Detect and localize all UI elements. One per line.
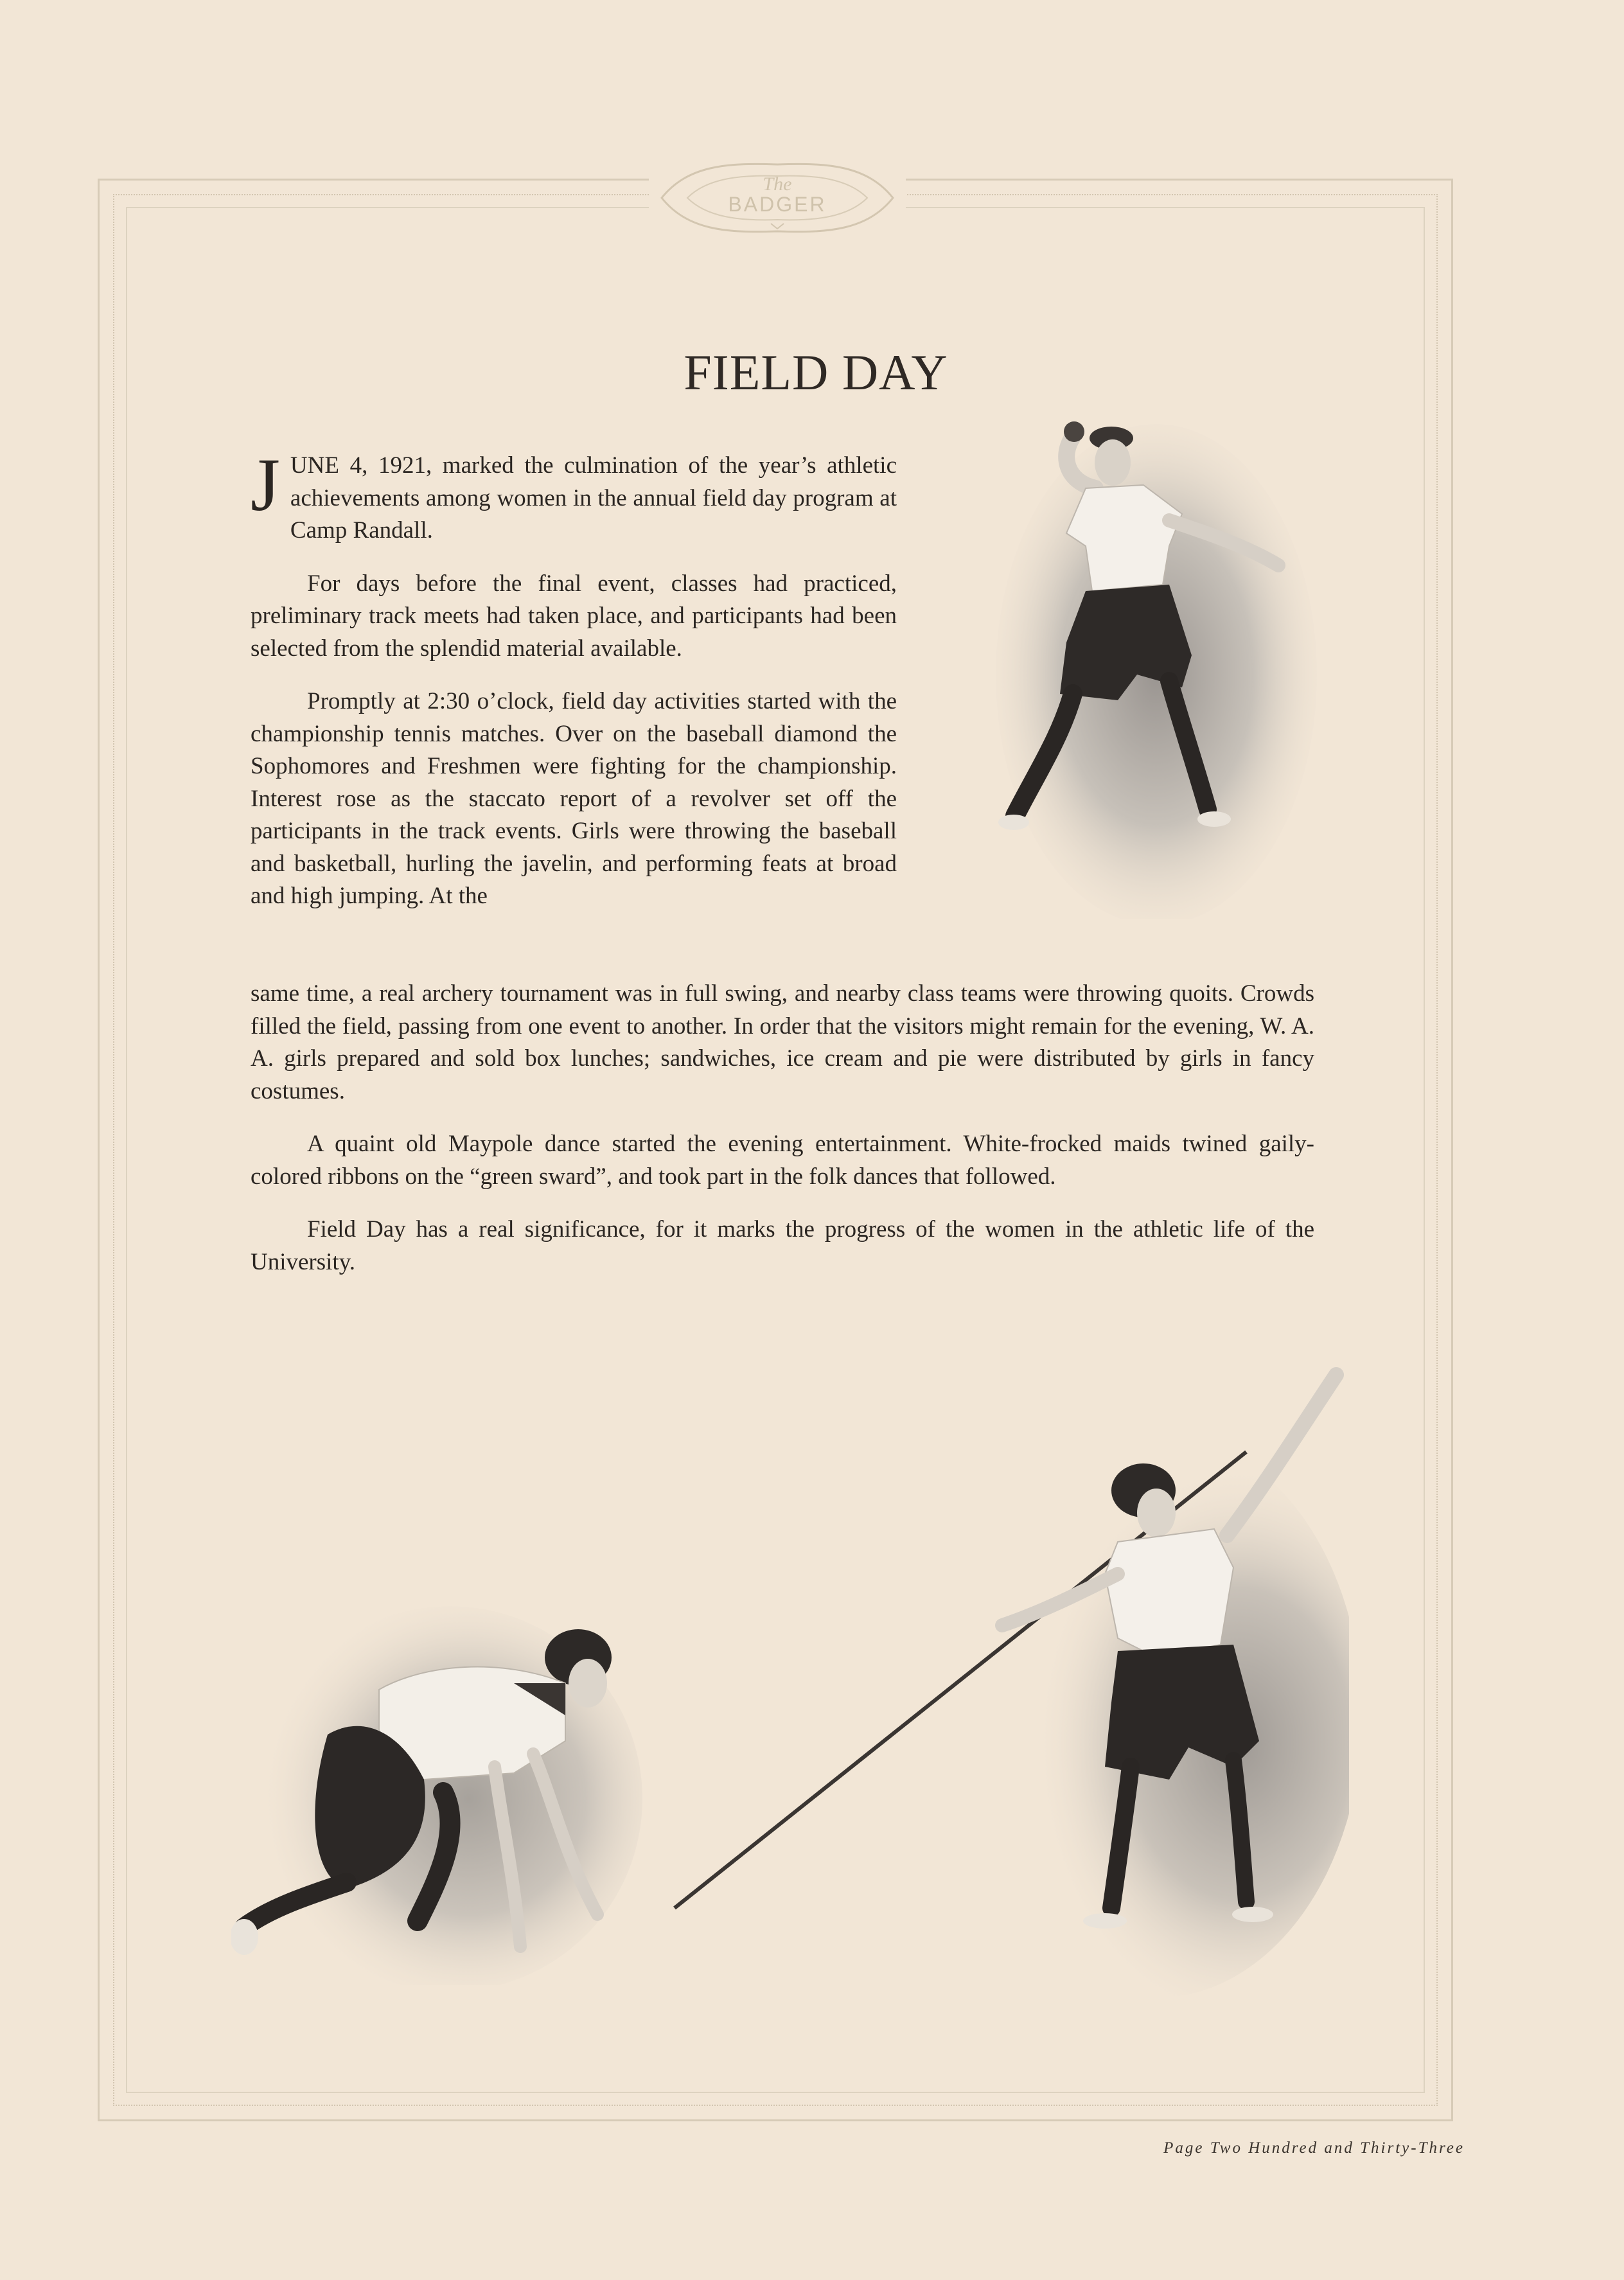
paragraph-5: Field Day has a real significance, for it marks the progress of the women in the athletic life of the University. xyxy=(251,1216,1314,1275)
badger-crest-logo xyxy=(649,159,906,236)
paragraph-1 xyxy=(251,443,897,547)
paragraph-3-continued: same time, a real archery tournament was in full swing, and nearby class teams were throwing quoits. Crowds filled the field, passing from one event to another. In order that the visitors might remain for the evening, W. A. A. girls prepared and sold box lunches; sandwiches, ice cream and pie were distributed by girls in fancy costumes. xyxy=(251,980,1314,1104)
photo-crouching-runner xyxy=(231,1587,642,1985)
photo-baseball-thrower xyxy=(989,418,1323,919)
article-column-narrow xyxy=(251,443,897,913)
page-title: FIELD DAY xyxy=(684,344,948,400)
page-number-footer: Page Two Hundred and Thirty-Three xyxy=(1163,2139,1465,2157)
photo-javelin-thrower xyxy=(668,1356,1349,1998)
paragraph-4: A quaint old Maypole dance started the evening entertainment. White-frocked maids twined gaily-colored ribbons on the “green sward”, and took part in the folk dances that followed. xyxy=(251,1131,1314,1190)
article-column-wide xyxy=(251,978,1314,1299)
paragraph-2: For days before the final event, classes had practiced, preliminary track meets had taken place, and participants had been selected from the splendid material available. xyxy=(251,570,897,662)
paragraph-1-text: UNE 4, 1921, marked the culmination of the year’s athletic achievements among women in the annual field day program at Camp Randall. xyxy=(290,452,897,543)
paragraph-3: Promptly at 2:30 o’clock, field day activities started with the championship tennis matches. Over on the baseball diamond the Sophomores and Freshmen were fighting for the championship. Interest rose as the staccato report of a revolver set off the participants in the track events. Girls were throwing the baseball and basketball, hurling the javelin, and performing feats at broad and high jumping. At the xyxy=(251,688,897,909)
drop-cap: J xyxy=(251,443,280,527)
crest-badger-text: BADGER xyxy=(728,193,827,216)
crest-the-text: The xyxy=(763,173,792,195)
